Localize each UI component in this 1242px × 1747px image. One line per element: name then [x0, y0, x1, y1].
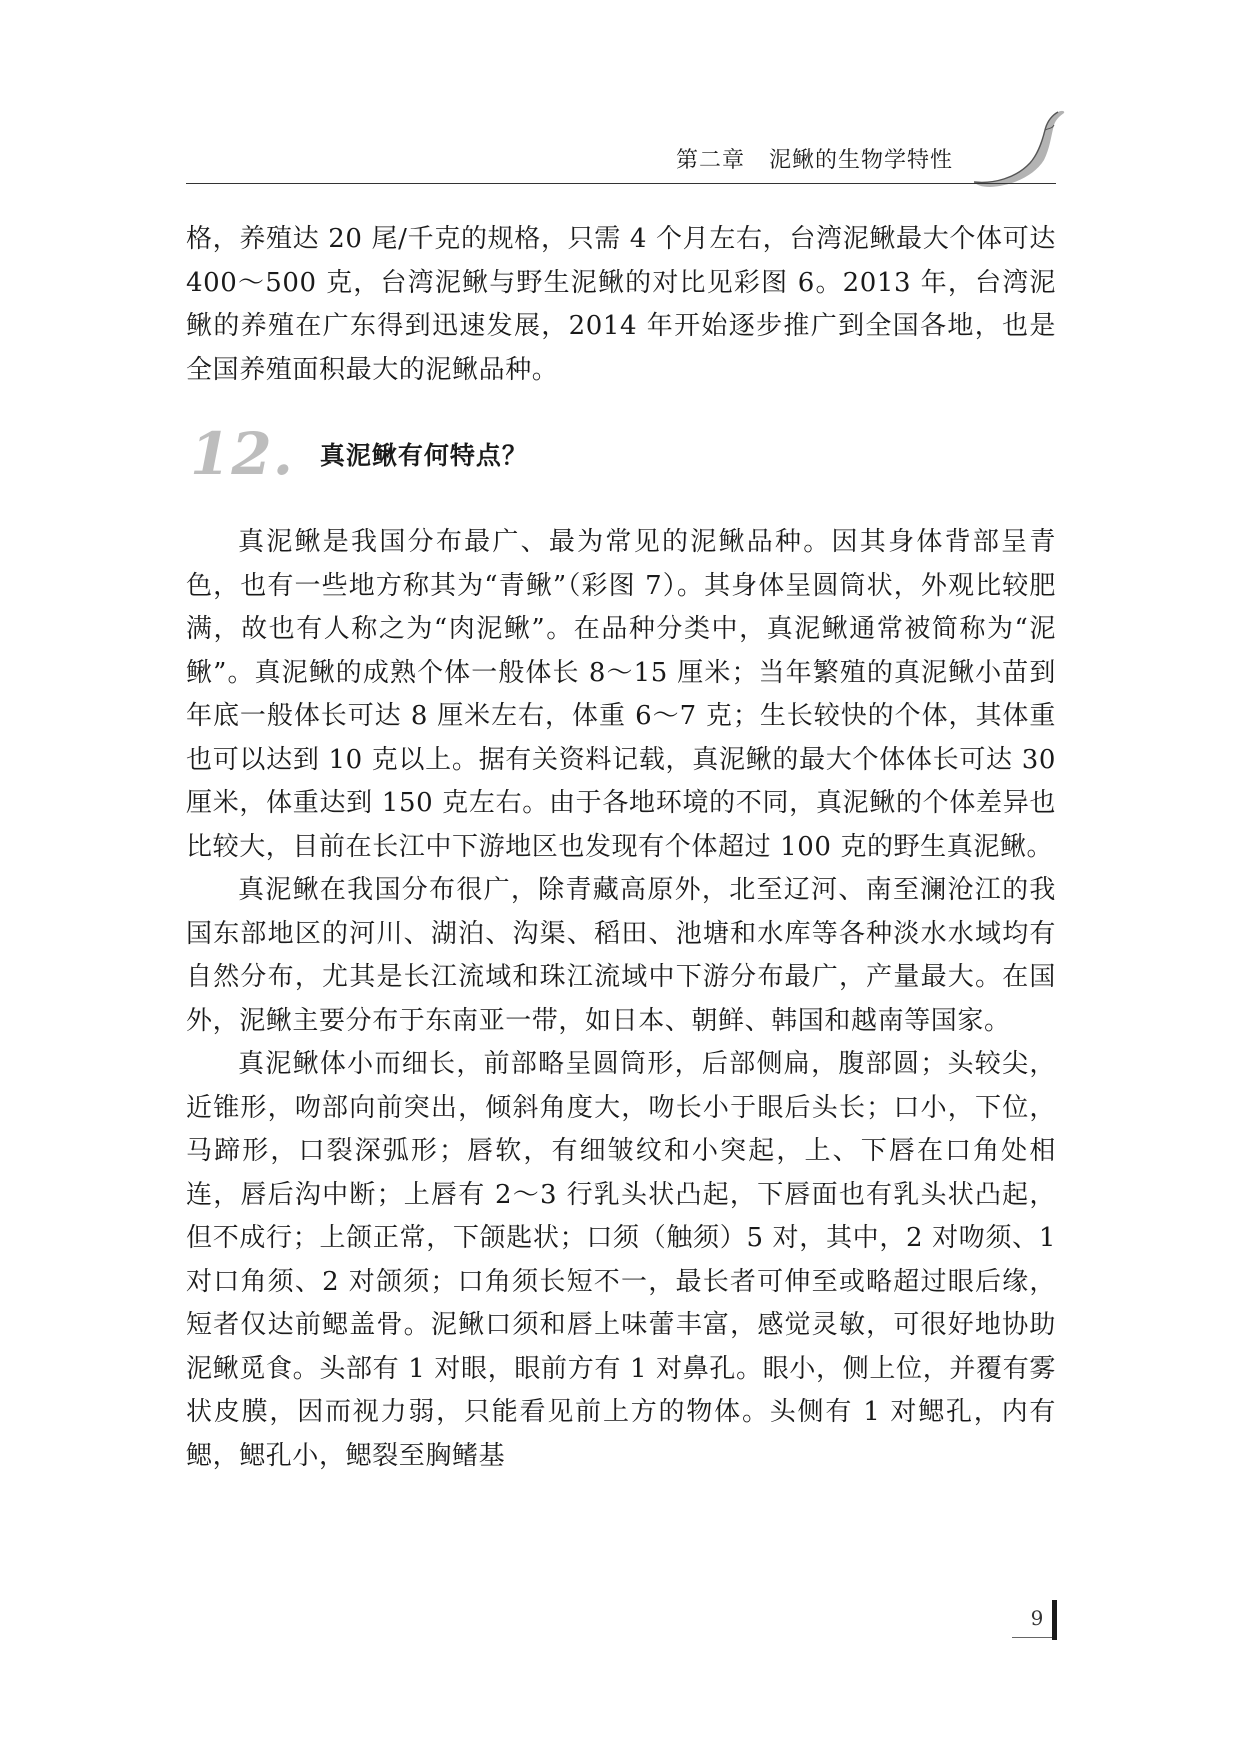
- loach-silhouette-icon: [972, 108, 1066, 188]
- intro-paragraph: 格，养殖达 20 尾/千克的规格，只需 4 个月左右，台湾泥鳅最大个体可达 400～500 克，台湾泥鳅与野生泥鳅的对比见彩图 6。2013 年，台湾泥鳅的养殖在广东得到迅速发展，2014 年开始逐步推广到全国各地，也是全国养殖面积最大的泥鳅品种。: [186, 224, 1056, 385]
- section-heading: [190, 420, 528, 490]
- page-number: 9: [1030, 1606, 1044, 1630]
- footer-rule: [1012, 1637, 1056, 1638]
- section-body: [186, 521, 1056, 1478]
- header-title: 泥鳅的生物学特性: [769, 148, 954, 173]
- section-number: 12.: [190, 420, 294, 488]
- footer-bar: [1052, 1600, 1057, 1640]
- body-paragraph: 真泥鳅是我国分布最广、最为常见的泥鳅品种。因其身体背部呈青色，也有一些地方称其为“青鳅”（彩图 7）。其身体呈圆筒状，外观比较肥满，故也有人称之为“肉泥鳅”。在品种分类中，真泥鳅通常被简称为“泥鳅”。真泥鳅的成熟个体一般体长 8～15 厘米；当年繁殖的真泥鳅小苗到年底一般体长可达 8 厘米左右，体重 6～7 克；生长较快的个体，其体重也可以达到 10 克以上。据有关资料记载，真泥鳅的最大个体体长可达 30 厘米，体重达到 150 克左右。由于各地环境的不同，真泥鳅的个体差异也比较大，目前在长江中下游地区也发现有个体超过 100 克的野生真泥鳅。: [186, 527, 1056, 862]
- intro-text-block: [186, 218, 1056, 392]
- section-title: 真泥鳅有何特点？: [319, 441, 528, 470]
- body-paragraph: 真泥鳅在我国分布很广，除青藏高原外，北至辽河、南至澜沧江的我国东部地区的河川、湖泊、沟渠、稻田、池塘和水库等各种淡水水域均有自然分布，尤其是长江流域和珠江流域中下游分布最广，产量最大。在国外，泥鳅主要分布于东南亚一带，如日本、朝鲜、韩国和越南等国家。: [186, 875, 1056, 1036]
- header-rule: [186, 183, 1056, 184]
- running-header: [676, 143, 953, 174]
- header-chapter: 第二章: [676, 148, 746, 173]
- body-paragraph: 真泥鳅体小而细长，前部略呈圆筒形，后部侧扁，腹部圆；头较尖，近锥形，吻部向前突出，倾斜角度大，吻长小于眼后头长；口小，下位，马蹄形，口裂深弧形；唇软，有细皱纹和小突起，上、下唇在口角处相连，唇后沟中断；上唇有 2～3 行乳头状凸起，下唇面也有乳头状凸起，但不成行；上颌正常，下颌匙状；口须（触须）5 对，其中，2 对吻须、1 对口角须、2 对颌须；口角须长短不一，最长者可伸至或略超过眼后缘，短者仅达前鳃盖骨。泥鳅口须和唇上味蕾丰富，感觉灵敏，可很好地协助泥鳅觅食。头部有 1 对眼，眼前方有 1 对鼻孔。眼小，侧上位，并覆有雾状皮膜，因而视力弱，只能看见前上方的物体。头侧有 1 对鳃孔，内有鳃，鳃孔小，鳃裂至胸鳍基: [186, 1049, 1056, 1471]
